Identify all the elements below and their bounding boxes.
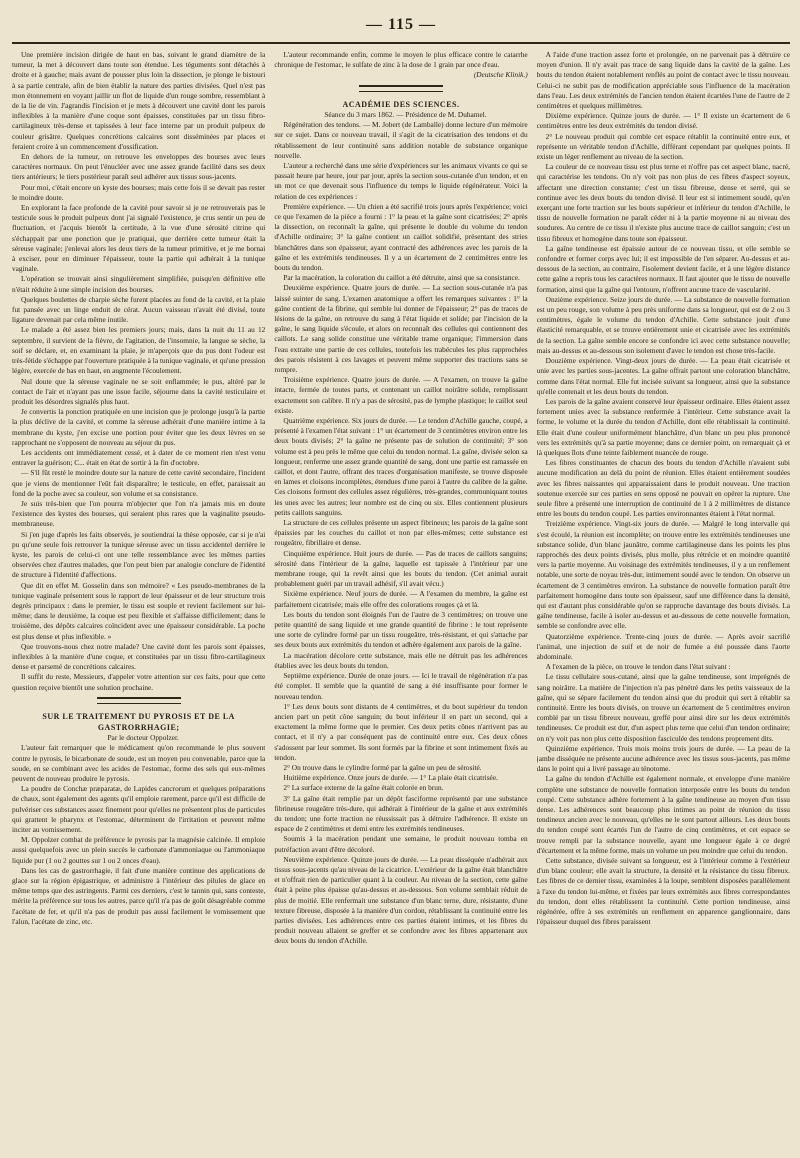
paragraph: En dehors de la tumeur, on retrouve les enveloppes des bourses avec leurs caractères normaux. On peut l'énucléer avec une assez grande facilité dans ses deux tiers antérieurs; le tiers postérieur paraît seul adhérer aux tissus sous-jacents. — [12, 152, 266, 182]
paragraph: Neuvième expérience. Quinze jours de durée. — La peau disséquée n'adhérait aux tissus sous-jacents qu'au niveau de la cicatrice. L'extérieur de la gaîne était blanchâtre et n'offrait rien de particulier quant à la couleur. Au niveau de la section, cette gaîne était à peine plus épaisse qu'au-dessus et au-dessous. Son volume semblait réduit de plus de moitié. Elle renfermait une substance d'un blanc terne, dure, résistante, d'une texture fibreuse, disposée à la manière d'un cordon, rétablissant la continuité entre les parties divisées. Les adhérences entre ces parties étaient intimes, et les fibres du produit nouveau allaient se greffer et se confondre avec les fibres appartenant aux deux bouts du tendon d'Achille. — [274, 854, 528, 946]
paragraph: Troisième expérience. Quatre jours de durée. — A l'examen, on trouve la gaîne intacte, fermée de toutes parts, et contenant un caillot noirâtre solide, remplissant exactement son calibre. Il n'y a pas de sérosité, pas de lymphe plastique; le caillot seul existe. — [274, 375, 528, 415]
paragraph: — S'il fût resté le moindre doute sur la nature de cette cavité secondaire, l'incident que je viens de mentionner l'eût fait disparaître; le testicule, en effet, paraissait au fond de la poche avec sa couleur, son volume et sa consistance. — [12, 468, 266, 498]
paragraph: L'auteur a recherché dans une série d'expériences sur les animaux vivants ce qui se passait heure par heure, jour par jour, après la section sous-cutanée d'un tendon, et en un mot ce que devenait sous l'influence du temps le liquide régénérateur. Voici la relation de ces expériences : — [274, 160, 528, 201]
paragraph: Quelques boulettes de charpie sèche furent placées au fond de la cavité, et la plaie fut pansée avec un linge enduit de cérat. Aucun vaisseau n'avait été divisé, toute ligature devenait par cela même inutile. — [12, 294, 266, 325]
paragraph: Soumis à la macération pendant une semaine, le produit nouveau tomba en putréfaction avant d'être décoloré. — [274, 834, 528, 854]
paragraph: Treizième expérience. Vingt-six jours de durée. — Malgré le long intervalle qui s'est écoulé, la réunion est incomplète; on trouve entre les extrémités tendineuses une substance solide, d'un blanc jaunâtre, comme cartilagineuse dans les points les plus rapprochés des deux points divisés, plus molle, plus rétrécie et en moindre quantité vers la partie moyenne. Au voisinage des extrémités tendineuses, il y a un renflement notable, une sorte de noyau très-dur, intimement soudé avec le tendon. On observe un écartement de 3 centimètres environ. La substance de nouvelle formation paraît être parfaitement homogène dans toute son épaisseur, sauf une différence dans la densité, qui est d'autant plus considérable qu'on se rapproche davantage des bouts divisés. La gaîne tendineuse, facile à isoler au-dessus et au-dessous de cette nouvelle formation, semble se confondre avec elle. — [536, 519, 790, 631]
paragraph: Septième expérience. Durée de onze jours. — Ici le travail de régénération n'a pas été complet. Il semble que la quantité de sang a été insuffisante pour former le nouveau tendon. — [274, 671, 528, 701]
column-left — [12, 50, 265, 1150]
article-byline: Par le docteur Oppolzer. — [107, 733, 179, 743]
paragraph: L'auteur fait remarquer que le médicament qu'on recommande le plus souvent contre le pyrosis, le bicarbonate de soude, est un moyen peu convenable, parce que la soude, en se combinant avec les acides de l'estomac, forme des sels qui eux-mêmes peuvent de nouveau produire le pyrosis. — [12, 743, 266, 784]
paragraph: Il suffit du reste, Messieurs, d'appeler votre attention sur ces faits, pour que cette question reçoive bientôt une solution prochaine. — [12, 672, 266, 692]
paragraph: En explorant la face profonde de la cavité pour savoir si je ne retrouverais pas le testicule sous le produit pulpeux dont j'ai signalé l'existence, je crus sentir un peu de fluctuation, et j'acquis bientôt la certitude, à la vue d'une sérosité citrine qui s'échappait par une ponction que je pratiquai, que derrière cette tumeur était la séreuse vaginale; j'enlevai alors les deux tiers de la tumeur primitive, et je me bornai à exciser, pour en diminuer l'épaisseur, toute la partie qui adhérait à la tunique vaginale. — [12, 203, 266, 274]
paragraph: Je convertis la ponction pratiquée en une incision que je prolonge jusqu'à la partie la plus déclive de la cavité, et comme la séreuse adhérait d'une manière intime à la membrane du kyste, j'en excise une portion pour éviter que les deux lèvres en se rapprochant ne s'opposent de nouveau au séjour du pus. — [12, 407, 266, 447]
column-middle — [274, 50, 527, 1150]
paragraph: Si j'en juge d'après les faits observés, je soutiendrai la thèse opposée, car si je n'ai pu qu'une seule fois retrouver la tunique séreuse avec un tissu accidentel derrière le kyste, les parois de celui-ci ont une telle ressemblance avec les mêmes parties observées chez d'autres malades, que l'on peut bien par analogie conclure de l'identité de structure à l'identité d'affections. — [12, 529, 266, 580]
paragraph: Une première incision dirigée de haut en bas, suivant le grand diamètre de la tumeur, la met à découvert dans toute son étendue. Les téguments sont détachés à droite et à gauche; mais avant de pousser plus loin la dissection, je plonge le bistouri à sa partie centrale, afin de bien établir la nature des parties divisées. Quel n'est pas mon étonnement en voyant jaillir un flot de liquide d'un rouge sombre, ressemblant à de la lie de vin. J'agrandis l'incision et je mets à découvert une cavité dont les parois inflexibles à la manière d'une coque sont épaisses, constituées par un tissu fibro-cartilagineux très-dense et tapissées à leur face interne par un produit pulpeux de couleur grisâtre. Quelques concrétions calcaires sont disséminées par places et feraient croire à un commencement d'ossification. — [12, 50, 266, 151]
paragraph: 2° On trouve dans le cylindre formé par la gaîne un peu de sérosité. — [283, 762, 482, 772]
paragraph: 2° La surface externe de la gaîne était colorée en brun. — [283, 783, 444, 793]
section-heading: ACADÉMIE DES SCIENCES. — [342, 99, 460, 109]
paragraph: L'opération se trouvait ainsi singulièrement simplifiée, puisqu'en définitive elle n'était réduite à une simple incision des bourses. — [12, 274, 266, 294]
paragraph: Cette substance, divisée suivant sa longueur, est à l'intérieur comme à l'extérieur d'un blanc couleur; elle avait la structure, la densité et la résistance du tissu fibreux. Les fibres de ce dernier tissu, examinées à la loupe, semblent disposées parallèlement à l'axe du tendon lui-même, et fixées par leurs extrémités aux fibres correspondantes du tendon, dont elles rétablissent la continuité. Cette portion tendineuse, ainsi régénérée, offre à ses extrémités un renflement en apparence ganglionnaire, dans l'épaisseur duquel des fibres paraissent — [536, 856, 790, 927]
paragraph: Régénération des tendons. — M. Jobert (de Lamballe) donne lecture d'un mémoire sur ce sujet. Dans ce nouveau travail, il s'agit de la cicatrisation des tendons et du rétablissement de leur continuité sans addition notable de substance organique nouvelle. — [274, 120, 528, 160]
paragraph: La gaîne du tendon d'Achille est également normale, et enveloppe d'une manière complète une substance de nouvelle formation interposée entre les bouts du tendon coupé. Cette substance adhère fortement à la gaîne tendineuse au moyen d'un tissu dense. Les adhérences sont beaucoup plus intimes au point de réunion du tissu tendineux ancien avec le nouveau, qu'elles ne le sont partout ailleurs. Les deux bouts du tendon coupé sont écartés l'un de l'autre de cinq centimètres, et cet espace se trouve rempli par la substance nouvelle, ayant une longueur égale à ce degré d'écartement et la même forme, mais un volume un peu moindre que celui du tendon. — [536, 774, 790, 855]
paragraph: La poudre de Conchæ præparatæ, de Lapides cancrorum et quelques préparations de chaux, sont également des agents qu'il emploie rarement, parce qu'il est difficile de pulvériser ces substances assez finement pour qu'elles ne présentent plus de particules qui grattent le pharynx et l'estomac, déterminent de l'irritation et peuvent même inciter au vomissement. — [12, 784, 266, 835]
page-number: — 115 — — [365, 16, 437, 33]
paragraph: Onzième expérience. Seize jours de durée. — La substance de nouvelle formation est un peu rouge, son volume à peu près uniforme dans sa longueur, qui est de 2 ou 3 centimètres, égale le volume du tendon d'Achille. Cette substance jouit d'une élasticité remarquable, et se trouve entièrement unie et cicatrisée avec les extrémités de la section. La gaîne semble encore se confondre ici avec cette substance nouvelle; mais au-dessus et au-dessous son isolement d'avec le tendon est chose très-facile. — [536, 294, 790, 355]
paragraph: Dixième expérience. Quinze jours de durée. — 1° Il existe un écartement de 6 centimètres entre les deux extrémités du tendon divisé. — [536, 111, 790, 131]
paragraph: M. Oppolzer combat de préférence le pyrosis par la magnésie calcinée. Il emploie aussi quelquefois avec un plein succès le carbonate d'ammoniaque ou l'ammoniaque liquide pur (1 ou 2 gouttes sur 1 ou 2 onces d'eau). — [12, 835, 266, 865]
paragraph: Huitième expérience. Onze jours de durée. — 1° La plaie était cicatrisée. — [283, 773, 498, 783]
paragraph: Je suis très-bien que l'on pourra m'objecter que l'on n'a jamais mis en doute l'existence des kystes des bourses, qui seraient plus rares que la vaginalite pseudo-membraneuse. — [12, 498, 266, 529]
source-citation: (Deutsche Klinik.) — [473, 70, 528, 80]
paragraph: Le tissu cellulaire sous-cutané, ainsi que la gaîne tendineuse, sont imprégnés de sang noirâtre. La matière de l'injection n'a pas pénétré dans les petits vaisseaux de la gaîne, qui se sépare facilement du tendon ainsi que du produit qui sert à rétablir sa continuité. Entre les bouts divisés, on trouve un écartement de 5 centimètres environ comblé par un tissu fibreux nouveau, greffé pour ainsi dire sur les deux extrémités tendineuses. Ce produit est dur, d'un aspect plus terne que celui d'un tendon ordinaire; on n'y voit pas non plus cette disposition fasciculée des tendons proprement dits. — [536, 672, 790, 743]
column-right — [537, 50, 790, 1150]
paragraph: Nul doute que la séreuse vaginale ne se soit enflammée; le pus, altéré par le contact de l'air et n'ayant pas une issue facile, séjourne dans la cavité testiculaire et produit les désordres signalés plus haut. — [12, 376, 266, 406]
paragraph: Que dit en effet M. Gosselin dans son mémoire? « Les pseudo-membranes de la tunique vaginale présentent sous le rapport de leur épaisseur et de leur structure trois degrés principaux : dans le premier, le tissu est souple et revient facilement sur lui-même; dans le deuxième, la coque est peu flexible et s'affaisse difficilement; dans le troisième, des dépôts calcaires coïncident avec une épaisseur considérable. La poche est plus dense et plus inflexible. » — [12, 580, 266, 641]
paragraph: Quatrième expérience. Six jours de durée. — Le tendon d'Achille gauche, coupé, a présenté à l'examen l'état suivant : 1° un écartement de 3 centimètres environ entre les deux bouts divisés; 2° la gaîne ne présente pas de solution de continuité; 3° son volume est à peu près le même que celui du tendon normal. La gaîne, divisée selon sa longueur, renferme une assez grande quantité de sang, dont une partie est ramassée en caillot, et dont l'autre, offrant des traces d'organisation manifeste, se trouve disposée en lames et cloisons incomplètes, étendues d'une paroi à l'autre du calibre de la gaîne. Ces cloisons forment des cellules assez régulières, très-grandes, communiquant toutes les unes avec les autres; leur nombre est de cinq ou six. Elles contiennent plusieurs petits caillots sanguins. — [274, 416, 528, 517]
paragraph: La couleur de ce nouveau tissu est plus terne et n'offre pas cet aspect blanc, nacré, qui caractérise les tendons. On n'y voit pas non plus de ces fibres d'aspect soyeux, affectant une direction constante; c'est un tissu fibreuse, dense et serré, qui se continue avec les deux bouts du tendon divisé. Il leur est si intimement soudé, qu'en exerçant une forte traction sur les bouts supérieur et inférieur du tendon d'Achille, le tissu de nouvelle formation ne paraît céder ni à la partie moyenne ni au niveau des soudures. Au centre de ce tissu il n'existe plus aucune trace de caillot sanguin; c'est un tissu fibreux et homogène dans toute son épaisseur. — [536, 162, 790, 243]
text-columns — [12, 50, 790, 1150]
paragraph: Cinquième expérience. Huit jours de durée. — Pas de traces de caillots sanguins; sérosité dans l'intérieur de la gaîne, laquelle est tapissée à l'intérieur par une membrane rouge, qui la revêt ainsi que les bouts du tendon. (Cet animal aurait probablement guéri par un travail adhésif, s'il avait vécu.) — [274, 548, 528, 589]
paragraph: Quatorzième expérience. Trente-cinq jours de durée. — Après avoir sacrifié l'animal, une injection de suif et de noir de fumée a été poussée dans l'aorte abdominale. — [536, 631, 790, 661]
article-heading: SUR LE TRAITEMENT DU PYROSIS ET DE LA GASTRORRHAGIE; — [42, 712, 235, 733]
paragraph: Par la macération, la coloration du caillot a été détruite, ainsi que sa consistance. — [283, 273, 520, 283]
paragraph: Les accidents ont immédiatement cessé, et à dater de ce moment rien n'est venu entraver la guérison; C... était en état de sortir à la fin d'octobre. — [12, 447, 266, 468]
paragraph: 3° La gaîne était remplie par un dépôt fasciforme représenté par une substance fibrineuse rougeâtre très-dure, qui adhérait à l'intérieur de la gaîne et aux extrémités du tendon; une forte traction ne réussissait pas à détruire l'adhérence. Il existe un espace de 2 centimètres et demi entre les extrémités tendineuses. — [274, 793, 528, 834]
section-divider — [274, 85, 527, 95]
page-header — [12, 8, 790, 44]
paragraph: L'auteur recommande enfin, comme le moyen le plus efficace contre le catarrhe chronique de l'estomac, le sulfate de zinc à la dose de 1 grain par once d'eau. — [274, 50, 528, 70]
paragraph: La gaîne tendineuse est épaissie autour de ce nouveau tissu, et elle semble se confondre et former corps avec lui; il est impossible de l'en séparer. Au-dessus et au-dessous de la section, au contraire, l'isolement devient facile, et à une légère distance cette gaîne a repris tous les caractères normaux. Il faut ajouter que le tissu de nouvelle formation, ainsi que la gaîne qui l'entoure, n'offrent aucune trace de vascularité. — [536, 243, 790, 294]
paragraph: La macération décolore cette substance, mais elle ne détruit pas les adhérences établies avec les deux bouts du tendon. — [274, 650, 528, 670]
paragraph: A l'aide d'une traction assez forte et prolongée, on ne parvenait pas à détruire ce moyen d'union. Il n'y avait pas trace de sang liquide dans la cavité de la gaîne. Les bouts du tendon étaient notablement renflés au point de contact avec le tissu nouveau. Celui-ci ne subit pas de modification appréciable sous l'influence de la macération dans l'eau. Les deux extrémités de l'ancien tendon étaient écartées l'une de l'autre de 2 centimètres et quelques millimètres. — [536, 50, 790, 111]
session-info: Séance du 3 mars 1862. — Présidence de M. Duhamel. — [324, 109, 487, 119]
paragraph: A l'examen de la pièce, on trouve le tendon dans l'état suivant : — [545, 662, 731, 672]
paragraph: 1° Les deux bouts sont distants de 4 centimètres, et du bout supérieur du tendon ancien part un petit cône sanguin; du bout inférieur il en part un second, qui a exactement la même forme que le premier. Ces deux petits cônes n'arrivent pas au contact, et il n'y a par conséquent pas de continuité entre eux. Ces deux cônes s'adossent par leur sommet. Ils sont formés par la fibrine et sont intimement fixés au tendon. — [274, 701, 528, 762]
paragraph: La structure de ces cellules présente un aspect fibrineux; les parois de la gaîne sont épaissies par les couches du caillot et non par elles-mêmes; cette substance est rougeâtre, fibrillaire et dense. — [274, 518, 528, 548]
paragraph: Que trouvons-nous chez notre malade? Une cavité dont les parois sont épaisses, inflexibles à la manière d'une coque, et constituées par un tissu fibro-cartilagineux dense et parsemé de concrétions calcaires. — [12, 641, 266, 672]
paragraph: Quinzième expérience. Trois mois moins trois jours de durée. — La peau de la jambe disséquée ne présente aucune adhérence avec les tissus sous-jacents, pas même dans le point qui a livré passage au ténotome. — [536, 743, 790, 774]
paragraph: Douzième expérience. Vingt-deux jours de durée. — La peau était cicatrisée et unie avec les parties sous-jacentes. La gaîne offrait partout une coloration blanchâtre, comme dans l'état normal. Elle fut incisée suivant sa longueur, ainsi que la substance qu'elle contenait et les deux bouts du tendon. — [536, 356, 790, 396]
paragraph: Deuxième expérience. Quatre jours de durée. — La section sous-cutanée n'a pas laissé suinter de sang. L'examen anatomique a offert les remarques suivantes : 1° la gaîne contient de la fibrine, qui semble lui donner de l'épaisseur; 2° pas de traces de lésions de la gaîne, on retrouve du sang à l'état liquide et solide; par l'incision de la gaîne, le sang liquide s'écoule, et alors on reconnaît des cellules qui contiennent des caillots. Le sang solide constitue une véritable trame organique; l'immersion dans l'eau extraite une partie de ces cellules, toutefois les trabécules les plus rapprochées des parois résistent à ces lavages et peuvent même supporter des tractions sans se rompre. — [274, 283, 528, 374]
paragraph: Dans les cas de gastrorrhagie, il fait d'une manière continue des applications de glace sur la région épigastrique, et administre à l'intérieur des pilules de glace en même temps que des astringents. Parmi ces derniers, c'est le tannin qui, sans conteste, mérite la préférence sur tous les autres, parce qu'il n'a pas de goût désagréable comme l'acétate de fer, et qu'il n'a pas de produit pas aussi facilement le vomissement que l'alun, l'acétate de zinc, etc. — [12, 865, 266, 926]
paragraph: Pour moi, c'était encore un kyste des bourses; mais cette fois il se devait pas rester le moindre doute. — [12, 182, 266, 202]
paragraph: Première expérience. — Un chien a été sacrifié trois jours après l'expérience; voici ce que l'examen de la pièce a fourni : 1° la peau et la gaîne sont cicatrisées; 2° après la dissection, on reconnaît la gaîne, qui présente le double du volume du tendon d'Achille ordinaire; 3° la gaîne contient un caillot solidifié, présentant des stries blanchâtres dans son épaisseur, ayant contracté des adhérences avec les parois de la gaîne et les extrémités tendineuses. Il y a un écartement de 2 centimètres entre les bouts du tendon. — [274, 201, 528, 272]
paragraph: 2° Le nouveau produit qui comble cet espace rétablit la continuité entre eux, et représente un véritable tendon d'Achille, différant cependant par quelques points. Il existe un léger renflement au niveau de la section. — [536, 131, 790, 162]
paragraph: Le malade a été assez bien les premiers jours; mais, dans la nuit du 11 au 12 septembre, il survient de la fièvre, de l'agitation, de l'insomnie, la langue se sèche, la soif se déclare, et, en examinant la plaie, je m'aperçois que du pus dont l'odeur est très-fétide s'échappe par l'ouverture pratiquée à la tunique vaginale, et qu'une pression légère, exercée de bas en haut, en augmente l'écoulement. — [12, 325, 266, 376]
section-divider — [12, 697, 265, 707]
paragraph: Les bouts du tendon sont éloignés l'un de l'autre de 3 centimètres; on trouve une petite quantité de sang liquide et une grande quantité de fibrine : le tout représente une sorte de cylindre formé par un tissu rougeâtre, très-résistant, et qui s'attache par ses deux bouts aux extrémités du tendon et adhère également aux parois de la gaîne. — [274, 609, 528, 650]
paragraph: Les fibres constituantes de chacun des bouts du tendon d'Achille n'avaient subi aucune modification au delà du point de réunion. Elles étaient entièrement soudées avec les fibres naissantes qui apparaissaient dans le produit nouveau. Une traction soutenue exercée sur ces parties en sens opposé ne pouvait en opérer la rupture. Une seule fibre a présenté une interruption de continuité de 1 à 2 millimètres de distance entre les bouts du tendon coupé. Les parties environnantes étaient à l'état normal. — [536, 458, 790, 519]
paragraph: Sixième expérience. Neuf jours de durée. — A l'examen du membre, la gaîne est parfaitement cicatrisée; mais elle offre des colorations rouges çà et là. — [274, 589, 528, 609]
paragraph: Les parois de la gaîne avaient conservé leur épaisseur ordinaire. Elles étaient assez fortement unies avec la substance renfermée à l'intérieur. Cette substance avait la forme, le volume et la durée du tendon d'Achille, dont elle rétablissait la continuité. Elle était d'une couleur uniformément blanchâtre, d'un blanc un peu plus prononcé vers les extrémités qu'à sa partie moyenne; dans ce dernier point, on remarquait çà et là quelques îlots d'une teinte faiblement nuancée de rouge. — [536, 396, 790, 457]
